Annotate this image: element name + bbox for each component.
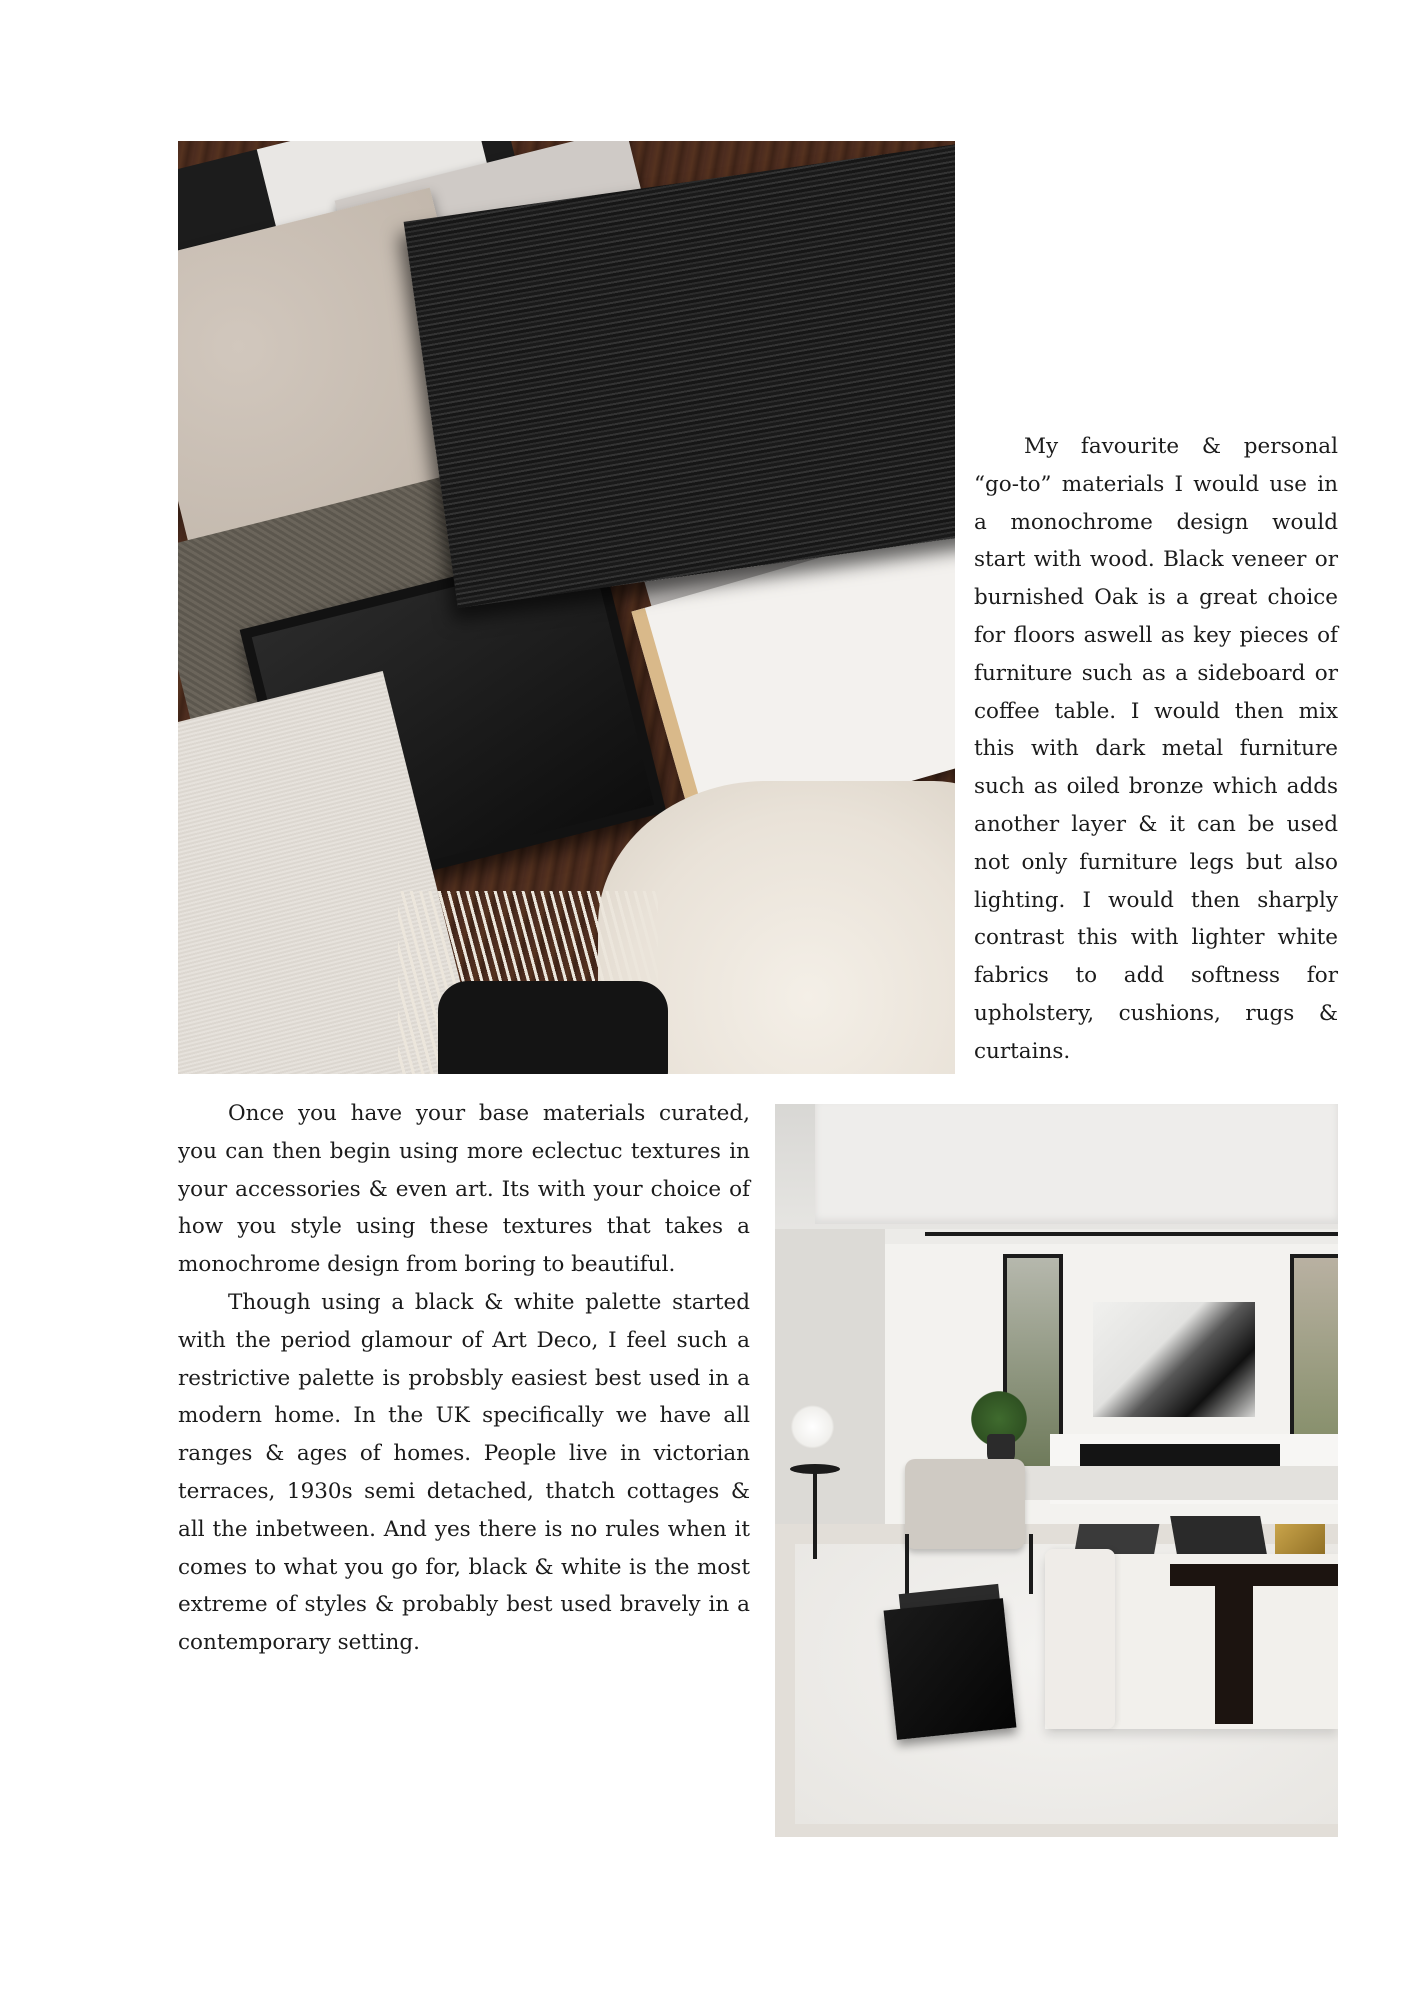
side-table-leg (813, 1469, 817, 1559)
fireplace-opening (1080, 1444, 1280, 1468)
curtain-rail (925, 1232, 1338, 1236)
console-table-leg (1215, 1574, 1253, 1724)
materials-photo (178, 141, 955, 1074)
abstract-artwork (1093, 1302, 1255, 1417)
left-text-column (178, 1095, 750, 1662)
sofa-arm (1045, 1549, 1115, 1729)
living-room-photo (775, 1104, 1338, 1837)
black-oak-veneer-sample (404, 144, 955, 608)
ceiling-recess (815, 1104, 1338, 1224)
orchid (790, 1402, 835, 1464)
paragraph-textures: Once you have your base materials curated, you can then begin using more eclectuc textures in your accessories & even art. Its with your choice of how you style using these textures that takes a monochrome design from boring to beautiful. (178, 1101, 750, 1278)
console-table (1170, 1564, 1338, 1586)
right-text-column (974, 428, 1338, 1071)
paragraph-palette: Though using a black & white palette started with the period glamour of Art Deco, I feel such a restrictive palette is probsbly easiest best used in a modern home. In the UK specifically we have all ranges & ages of homes. People live in victorian terraces, 1930s semi detached, thatch cottages & all the inbetween. And yes there is no rules when it comes to what you go for, black & white is the most extreme of styles & probably best used bravely in a contemporary setting. (178, 1289, 750, 1656)
black-cube-table (884, 1598, 1017, 1740)
black-cloth (438, 981, 668, 1074)
armchair-frame (905, 1534, 1033, 1594)
paragraph-materials: My favourite & personal “go-to” materials I would use in a monochrome design would start with wood. Black veneer or burnished Oak is a great choice for floors aswell as key pieces of furniture such as a sideboard or coffee table. I would then mix this with dark metal furniture such as oiled bronze which adds another layer & it can be used not only furniture legs but also lighting. I would then sharply contrast this with lighter white fabrics to add softness for upholstery, cushions, rugs & curtains. (974, 434, 1338, 1064)
